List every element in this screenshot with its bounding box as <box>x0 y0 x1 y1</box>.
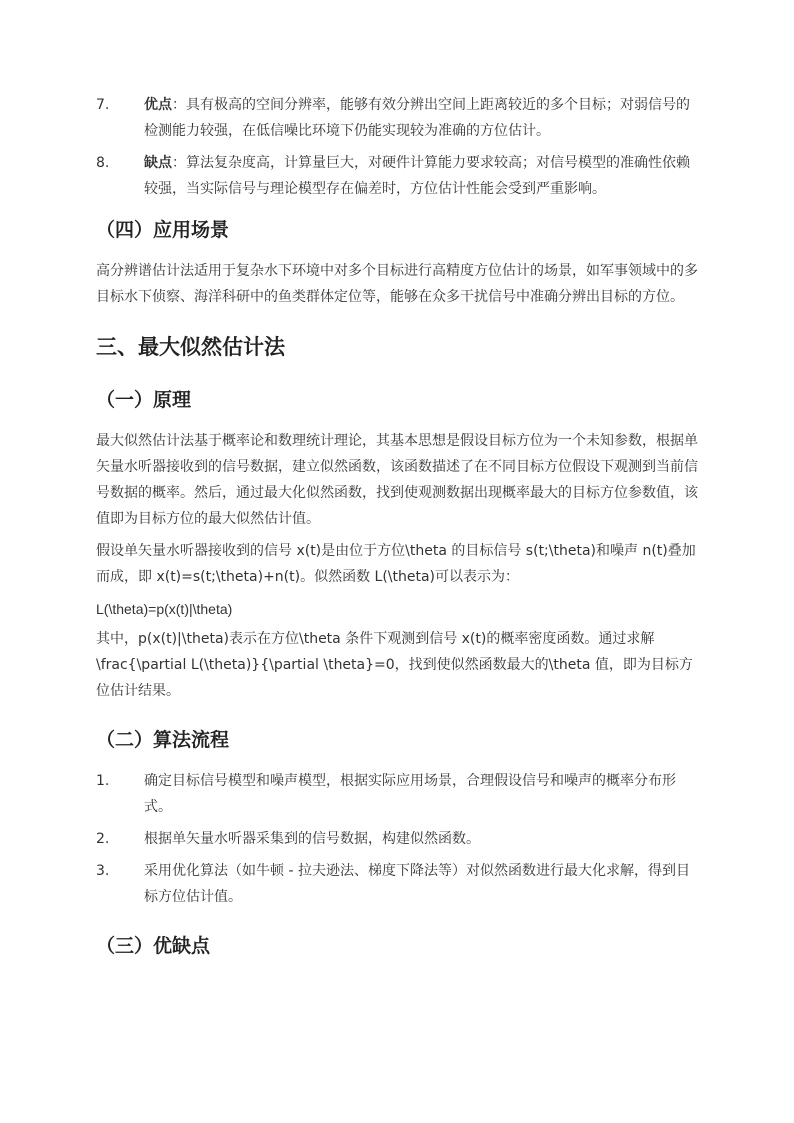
paragraph-application: 高分辨谱估计法适用于复杂水下环境中对多个目标进行高精度方位估计的场景，如军事领域中的多目标水下侦察、海洋科研中的鱼类群体定位等，能够在众多干扰信号中准确分辨出目标的方位。 <box>96 263 698 305</box>
paragraph-principle-3: 其中，p(x(t)|\theta)表示在方位\theta 条件下观测到信号 x(t)的概率密度函数。通过求解\frac{\partial L(\theta)}{\partial \theta}=0，找到使似然函数最大的\theta 值，即为目标方位估计结果。 <box>96 631 693 699</box>
list-number: 2. <box>96 831 110 847</box>
list-item-text: 算法复杂度高，计算量巨大，对硬件计算能力要求较高；对信号模型的准确性依赖较强，当实际信号与理论模型存在偏差时，方位估计性能会受到严重影响。 <box>144 155 690 197</box>
list-item-text: 具有极高的空间分辨率，能够有效分辨出空间上距离较近的多个目标；对弱信号的检测能力较强，在低信噪比环境下仍能实现较为准确的方位估计。 <box>144 97 690 139</box>
list-item-label: 优点 <box>144 97 172 113</box>
list-item-text: 根据单矢量水听器采集到的信号数据，构建似然函数。 <box>144 831 480 847</box>
list-item-step-2 <box>96 826 700 852</box>
list-number: 8. <box>96 155 110 171</box>
list-item-label: 缺点 <box>144 155 172 171</box>
list-item-step-3 <box>96 858 700 910</box>
list-item-text: 确定目标信号模型和噪声模型，根据实际应用场景，合理假设信号和噪声的概率分布形式。 <box>144 773 676 815</box>
section-heading-pros-cons: （三）优缺点 <box>96 935 211 957</box>
list-number: 1. <box>96 773 110 789</box>
list-item-step-1 <box>96 768 700 820</box>
paragraph-principle-2: 假设单矢量水听器接收到的信号 x(t)是由位于方位\theta 的目标信号 s(t;\theta)和噪声 n(t)叠加而成，即 x(t)=s(t;\theta)+n(t)。似然函数 L(\theta)可以表示为： <box>96 543 696 585</box>
chapter-heading-mle: 三、最大似然估计法 <box>96 335 285 359</box>
label-separator: ： <box>172 155 186 171</box>
section-heading-algorithm: （二）算法流程 <box>96 729 230 751</box>
list-item-text: 采用优化算法（如牛顿 - 拉夫逊法、梯度下降法等）对似然函数进行最大化求解，得到目标方位估计值。 <box>144 863 690 905</box>
list-number: 7. <box>96 97 110 113</box>
list-item-advantages <box>96 92 700 144</box>
list-item-disadvantages <box>96 150 700 202</box>
section-heading-principle: （一）原理 <box>96 389 192 411</box>
page-content <box>96 92 700 960</box>
list-number: 3. <box>96 863 110 879</box>
section-heading-application: （四）应用场景 <box>96 219 230 241</box>
paragraph-principle-1: 最大似然估计法基于概率论和数理统计理论，其基本思想是假设目标方位为一个未知参数，根据单矢量水听器接收到的信号数据，建立似然函数，该函数描述了在不同目标方位假设下观测到当前信号数据的概率。然后，通过最大化似然函数，找到使观测数据出现概率最大的目标方位参数值，该值即为目标方位的最大似然估计值。 <box>96 433 698 527</box>
formula-likelihood: L(\theta)=p(x(t)|\theta) <box>96 601 233 617</box>
label-separator: ： <box>172 97 186 113</box>
